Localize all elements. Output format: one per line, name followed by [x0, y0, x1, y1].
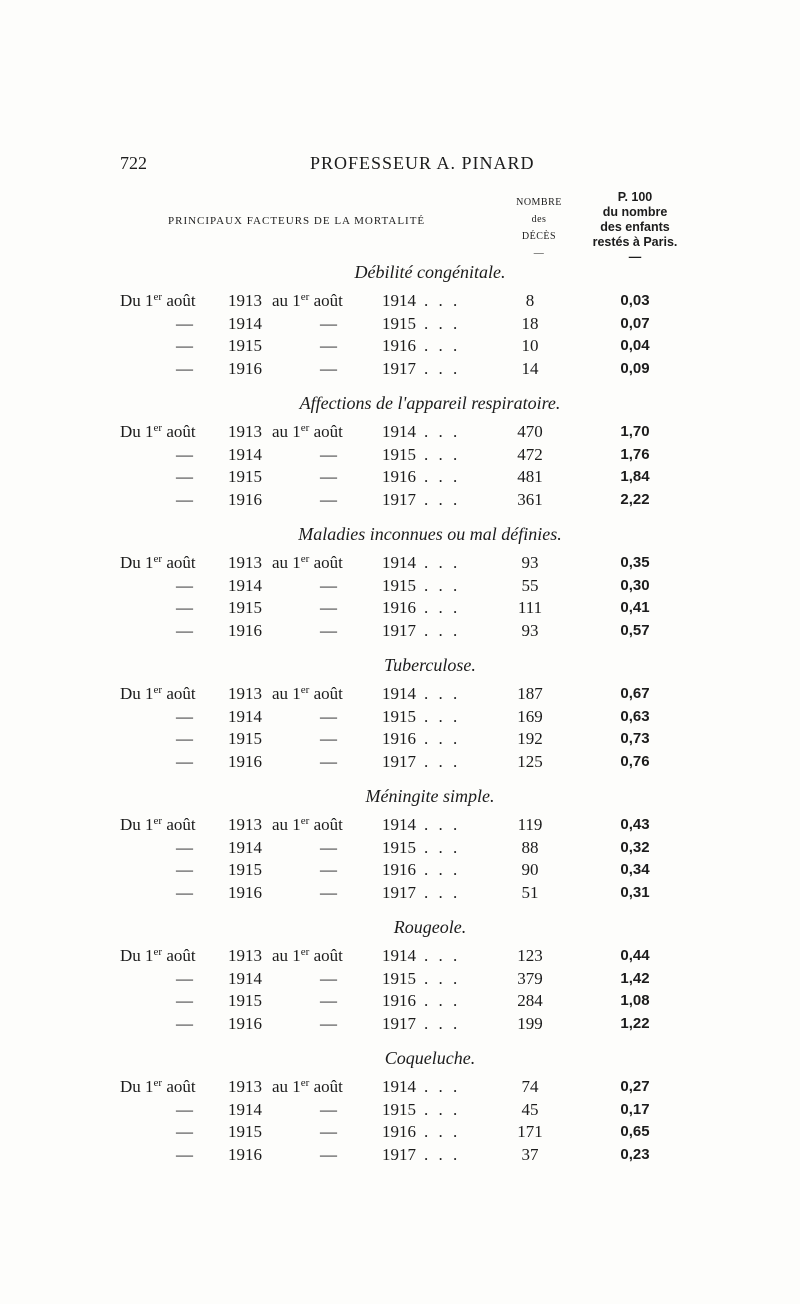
leader-dots: . . . [424, 598, 461, 617]
rate-per-100: 0,31 [620, 883, 650, 901]
section-title: Rougeole. [393, 917, 467, 937]
leader-dots: . . . [424, 729, 461, 748]
ditto-dash: — [176, 489, 193, 509]
table-section [120, 1044, 680, 1175]
rate-per-100: 2,22 [620, 490, 650, 508]
table-row [120, 290, 680, 313]
count-heading-line: DÉCÈS [521, 231, 557, 242]
period-start-label: Du 1er août [120, 684, 196, 703]
page-number: 722 [120, 153, 147, 173]
section-title: Débilité congénitale. [354, 262, 506, 282]
ditto-dash: — [176, 598, 193, 617]
table-row [120, 728, 680, 751]
mortality-table [120, 258, 680, 1175]
period-to-year: 1914 [382, 422, 416, 441]
rate-per-100: 1,42 [620, 969, 650, 987]
deaths-count: 284 [517, 991, 543, 1010]
period-to-year: 1914 [382, 553, 416, 572]
rate-per-100: 0,63 [620, 707, 650, 725]
period-from-year: 1915 [228, 991, 262, 1010]
rate-per-100: 0,67 [620, 685, 650, 702]
period-from-year: 1916 [228, 1144, 262, 1164]
deaths-count: 88 [521, 837, 539, 857]
period-to-year: 1915 [382, 968, 416, 988]
rate-heading-line: restés à Paris. [592, 235, 678, 249]
section-spacer [120, 380, 680, 389]
leader-dots: . . . [424, 837, 461, 857]
deaths-count: 119 [517, 815, 543, 834]
period-to-year: 1916 [382, 729, 416, 748]
ditto-dash: — [320, 358, 337, 378]
rate-per-100: 0,43 [620, 816, 650, 833]
table-section [120, 258, 680, 389]
ditto-dash: — [320, 1099, 337, 1119]
period-to-year: 1917 [382, 358, 416, 378]
ditto-dash: — [176, 358, 193, 378]
table-row [120, 421, 680, 444]
table-section [120, 389, 680, 520]
leader-dots: . . . [424, 336, 461, 355]
table-row [120, 597, 680, 620]
ditto-dash: — [320, 968, 337, 988]
ditto-dash: — [176, 1013, 193, 1033]
ditto-dash: — [320, 837, 337, 857]
period-to-label: au 1er août [272, 946, 343, 965]
period-from-year: 1913 [228, 815, 262, 834]
rate-per-100: 0,57 [620, 621, 650, 639]
deaths-count: 472 [517, 444, 543, 464]
period-start-label: Du 1er août [120, 553, 196, 572]
table-row [120, 859, 680, 882]
period-from-year: 1915 [228, 467, 262, 486]
period-to-year: 1916 [382, 336, 416, 355]
section-spacer [120, 1166, 680, 1175]
table-row [120, 1121, 680, 1144]
table-row [120, 444, 680, 467]
rate-per-100: 0,35 [620, 554, 650, 571]
ditto-dash: — [320, 860, 337, 879]
running-title: PROFESSEUR A. PINARD [310, 153, 535, 173]
rate-per-100: 1,76 [620, 445, 650, 463]
ditto-dash: — [176, 336, 193, 355]
table-row [120, 968, 680, 991]
ditto-dash: — [176, 1144, 193, 1164]
leader-dots: . . . [424, 1122, 461, 1141]
leader-dots: . . . [424, 751, 461, 771]
ditto-dash: — [320, 1013, 337, 1033]
period-from-year: 1914 [228, 1099, 262, 1119]
leader-dots: . . . [424, 553, 461, 572]
table-row [120, 552, 680, 575]
period-start-label: Du 1er août [120, 946, 196, 965]
leader-dots: . . . [424, 882, 461, 902]
table-row [120, 945, 680, 968]
ditto-dash: — [320, 991, 337, 1010]
rate-heading-line: des enfants [600, 220, 670, 234]
deaths-count: 111 [517, 598, 543, 617]
leader-dots: . . . [424, 358, 461, 378]
deaths-count: 14 [521, 358, 539, 378]
ditto-dash: — [320, 489, 337, 509]
leader-dots: . . . [424, 620, 461, 640]
period-to-year: 1914 [382, 815, 416, 834]
ditto-dash: — [176, 751, 193, 771]
deaths-count: 37 [521, 1144, 539, 1164]
deaths-count: 379 [517, 968, 543, 988]
rate-per-100: 1,70 [620, 423, 650, 440]
deaths-count: 90 [521, 860, 539, 879]
period-to-label: au 1er août [272, 684, 343, 703]
rate-per-100: 0,04 [620, 337, 650, 354]
section-spacer [120, 1035, 680, 1044]
section-title: Tuberculose. [384, 655, 476, 675]
leader-dots: . . . [424, 1099, 461, 1119]
ditto-dash: — [176, 837, 193, 857]
period-to-year: 1917 [382, 1013, 416, 1033]
leader-dots: . . . [424, 1077, 461, 1096]
ditto-dash: — [176, 620, 193, 640]
period-to-label: au 1er août [272, 291, 343, 310]
deaths-count: 18 [521, 313, 539, 333]
section-spacer [120, 773, 680, 782]
section-title: Affections de l'appareil respiratoire. [299, 393, 561, 413]
rate-per-100: 0,32 [620, 838, 650, 856]
leader-dots: . . . [424, 946, 461, 965]
leader-dots: . . . [424, 444, 461, 464]
ditto-dash: — [176, 1099, 193, 1119]
ditto-dash: — [176, 1122, 193, 1141]
period-to-label: au 1er août [272, 553, 343, 572]
table-section [120, 520, 680, 651]
period-to-year: 1915 [382, 444, 416, 464]
table-row [120, 882, 680, 905]
ditto-dash: — [320, 620, 337, 640]
rate-heading-line: P. 100 [617, 190, 653, 204]
period-to-year: 1916 [382, 860, 416, 879]
table-row [120, 575, 680, 598]
table-row [120, 990, 680, 1013]
rate-per-100: 0,65 [620, 1123, 650, 1140]
period-start-label: Du 1er août [120, 815, 196, 834]
deaths-count: 74 [521, 1077, 539, 1096]
deaths-count: 199 [517, 1013, 543, 1033]
deaths-count-column-heading [506, 194, 572, 262]
ditto-dash: — [320, 336, 337, 355]
period-from-year: 1916 [228, 489, 262, 509]
table-row [120, 489, 680, 512]
ditto-dash: — [320, 1144, 337, 1164]
rate-heading-dash: — [628, 250, 642, 264]
section-title: Coqueluche. [384, 1048, 476, 1068]
deaths-count: 361 [517, 489, 543, 509]
deaths-count: 481 [517, 467, 543, 486]
ditto-dash: — [320, 729, 337, 748]
ditto-dash: — [320, 598, 337, 617]
period-from-year: 1914 [228, 968, 262, 988]
period-to-year: 1914 [382, 946, 416, 965]
deaths-count: 93 [521, 620, 539, 640]
table-row [120, 706, 680, 729]
table-row [120, 1076, 680, 1099]
leader-dots: . . . [424, 815, 461, 834]
period-to-year: 1916 [382, 991, 416, 1010]
period-to-label: au 1er août [272, 422, 343, 441]
period-to-year: 1917 [382, 489, 416, 509]
ditto-dash: — [320, 706, 337, 726]
table-row [120, 1013, 680, 1036]
ditto-dash: — [320, 313, 337, 333]
period-from-year: 1915 [228, 336, 262, 355]
period-from-year: 1916 [228, 1013, 262, 1033]
section-spacer [120, 642, 680, 651]
period-to-year: 1916 [382, 467, 416, 486]
table-row [120, 751, 680, 774]
rate-per-100: 0,34 [620, 861, 650, 878]
section-spacer [120, 904, 680, 913]
deaths-count: 55 [521, 575, 539, 595]
deaths-count: 171 [517, 1122, 543, 1141]
deaths-count: 169 [517, 706, 543, 726]
rate-per-100: 0,07 [620, 314, 650, 332]
section-title: Maladies inconnues ou mal définies. [298, 524, 562, 544]
period-start-label: Du 1er août [120, 291, 196, 310]
running-head [120, 153, 680, 177]
period-from-year: 1915 [228, 729, 262, 748]
period-from-year: 1914 [228, 706, 262, 726]
deaths-count: 125 [517, 751, 543, 771]
section-spacer [120, 511, 680, 520]
period-to-year: 1915 [382, 575, 416, 595]
period-to-year: 1914 [382, 291, 416, 310]
period-from-year: 1913 [228, 291, 262, 310]
ditto-dash: — [320, 467, 337, 486]
deaths-count: 187 [517, 684, 543, 703]
ditto-dash: — [176, 575, 193, 595]
period-to-year: 1915 [382, 1099, 416, 1119]
period-from-year: 1914 [228, 313, 262, 333]
deaths-count: 51 [521, 882, 539, 902]
period-to-label: au 1er août [272, 815, 343, 834]
leader-dots: . . . [424, 575, 461, 595]
period-from-year: 1913 [228, 422, 262, 441]
deaths-count: 8 [525, 291, 535, 310]
period-to-year: 1917 [382, 751, 416, 771]
ditto-dash: — [176, 968, 193, 988]
ditto-dash: — [176, 706, 193, 726]
period-to-year: 1916 [382, 1122, 416, 1141]
table-section [120, 782, 680, 913]
table-row [120, 335, 680, 358]
count-heading-dash: — [533, 248, 545, 259]
period-start-label: Du 1er août [120, 422, 196, 441]
leader-dots: . . . [424, 422, 461, 441]
rate-per-100: 0,73 [620, 730, 650, 747]
leader-dots: . . . [424, 291, 461, 310]
period-from-year: 1915 [228, 860, 262, 879]
period-to-year: 1914 [382, 684, 416, 703]
period-from-year: 1913 [228, 553, 262, 572]
period-from-year: 1916 [228, 620, 262, 640]
deaths-count: 192 [517, 729, 543, 748]
leader-dots: . . . [424, 706, 461, 726]
leader-dots: . . . [424, 489, 461, 509]
table-section [120, 651, 680, 782]
table-row [120, 358, 680, 381]
ditto-dash: — [176, 860, 193, 879]
rate-per-100: 0,44 [620, 947, 650, 964]
leader-dots: . . . [424, 1013, 461, 1033]
ditto-dash: — [176, 882, 193, 902]
rate-per-100: 1,08 [620, 992, 650, 1009]
period-from-year: 1913 [228, 684, 262, 703]
ditto-dash: — [320, 1122, 337, 1141]
leader-dots: . . . [424, 968, 461, 988]
period-to-year: 1915 [382, 313, 416, 333]
period-from-year: 1914 [228, 837, 262, 857]
table-header [120, 188, 700, 268]
rate-per-100: 0,76 [620, 752, 650, 770]
deaths-count: 470 [517, 422, 543, 441]
period-from-year: 1914 [228, 444, 262, 464]
deaths-count: 45 [521, 1099, 539, 1119]
ditto-dash: — [320, 575, 337, 595]
deaths-count: 10 [521, 336, 539, 355]
table-row [120, 1144, 680, 1167]
ditto-dash: — [176, 467, 193, 486]
table-row [120, 466, 680, 489]
period-from-year: 1916 [228, 882, 262, 902]
ditto-dash: — [320, 882, 337, 902]
table-row [120, 1099, 680, 1122]
table-row [120, 620, 680, 643]
leader-dots: . . . [424, 684, 461, 703]
period-to-year: 1917 [382, 882, 416, 902]
rate-per-100: 0,23 [620, 1145, 650, 1163]
deaths-count: 93 [521, 553, 539, 572]
leader-dots: . . . [424, 991, 461, 1010]
period-from-year: 1916 [228, 358, 262, 378]
section-title: Méningite simple. [365, 786, 495, 806]
period-from-year: 1913 [228, 946, 262, 965]
rate-per-100: 0,03 [620, 292, 650, 309]
table-row [120, 814, 680, 837]
period-to-label: au 1er août [272, 1077, 343, 1096]
rate-per-100: 0,41 [620, 599, 650, 616]
ditto-dash: — [176, 313, 193, 333]
count-heading-line: NOMBRE [516, 197, 562, 208]
rate-per-100: 0,17 [620, 1100, 650, 1118]
leader-dots: . . . [424, 467, 461, 486]
leader-dots: . . . [424, 1144, 461, 1164]
period-to-year: 1915 [382, 706, 416, 726]
rate-column-heading [576, 190, 694, 265]
period-from-year: 1915 [228, 598, 262, 617]
rate-heading-line: du nombre [602, 205, 668, 219]
period-from-year: 1914 [228, 575, 262, 595]
leader-dots: . . . [424, 313, 461, 333]
rate-per-100: 1,84 [620, 468, 650, 485]
table-row [120, 837, 680, 860]
period-to-year: 1917 [382, 620, 416, 640]
table-row [120, 683, 680, 706]
period-to-year: 1916 [382, 598, 416, 617]
period-to-year: 1917 [382, 1144, 416, 1164]
period-start-label: Du 1er août [120, 1077, 196, 1096]
table-row [120, 313, 680, 336]
ditto-dash: — [176, 444, 193, 464]
ditto-dash: — [176, 991, 193, 1010]
ditto-dash: — [176, 729, 193, 748]
factors-column-heading: PRINCIPAUX FACTEURS DE LA MORTALITÉ [168, 215, 426, 227]
period-from-year: 1913 [228, 1077, 262, 1096]
rate-per-100: 0,27 [620, 1078, 650, 1095]
period-to-year: 1915 [382, 837, 416, 857]
rate-per-100: 0,30 [620, 576, 650, 594]
ditto-dash: — [320, 751, 337, 771]
period-to-year: 1914 [382, 1077, 416, 1096]
period-from-year: 1915 [228, 1122, 262, 1141]
count-heading-line: des [531, 214, 547, 225]
period-from-year: 1916 [228, 751, 262, 771]
rate-per-100: 1,22 [620, 1014, 650, 1032]
ditto-dash: — [320, 444, 337, 464]
deaths-count: 123 [517, 946, 543, 965]
leader-dots: . . . [424, 860, 461, 879]
table-section [120, 913, 680, 1044]
rate-per-100: 0,09 [620, 359, 650, 377]
